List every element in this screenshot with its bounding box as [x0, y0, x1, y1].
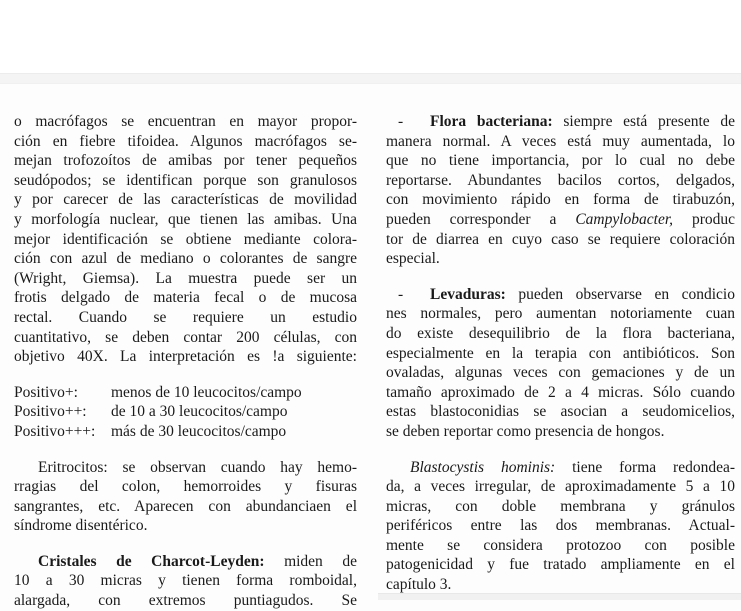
bottom-scan-strip [378, 593, 741, 600]
text-line [14, 458, 357, 478]
text-segment: tamaño aproximado de 2 a 4 micras. Sólo cuando [386, 383, 735, 401]
text-line [14, 422, 357, 442]
text-segment: pueden observarse en condicio [505, 285, 735, 303]
text-line [14, 249, 357, 269]
text-line [14, 151, 357, 171]
text-segment: con movimiento rápido en forma de tirabuzón, [386, 191, 735, 209]
text-line [14, 402, 357, 422]
text-segment: mejan trofozoítos de amibas por tener pequeños [14, 152, 357, 170]
text-segment: y morfología nuclear, que tienen las amibas. Una [14, 210, 357, 228]
text-segment: objetivo 40X. La interpretación es !a siguiente: [14, 348, 357, 366]
scan-separator-band [0, 73, 741, 84]
text-segment: y por carecer de las características de movilidad [14, 191, 357, 209]
text-segment: produc [673, 210, 736, 228]
text-segment: periféricos entre las dos membranas. Actual- [386, 517, 735, 535]
text-line [14, 308, 357, 328]
text-line [386, 344, 735, 364]
text-segment: rectal. Cuando se requiere un estudio [14, 308, 357, 326]
text-segment: patogenicidad y fue tratado ampliamente en el [386, 556, 735, 574]
text-line [14, 571, 357, 591]
text-segment: nes normales, pero aumentan notoriamente cuan [386, 305, 735, 323]
text-segment: Campylobacter, [575, 210, 674, 228]
text-line [386, 171, 735, 191]
text-segment: siempre está presente de [552, 113, 736, 130]
grade-label: Positivo+: [14, 383, 78, 401]
text-line [386, 458, 735, 478]
text-line [386, 190, 735, 210]
page-top-margin [0, 0, 741, 73]
text-segment: tiene forma redondea- [555, 458, 735, 476]
text-segment: se deben reportar como presencia de hongos. [386, 422, 665, 440]
text-segment: cuantitativo, se deben contar 200 células, con [14, 328, 357, 346]
text-line [14, 132, 357, 152]
text-line [386, 363, 735, 383]
text-line [386, 151, 735, 171]
text-line [14, 112, 357, 132]
text-line [386, 536, 735, 556]
text-segment: Eritrocitos: se observan cuando hay hemo- [38, 458, 357, 476]
text-segment: micras, con doble membrana y gránulos [386, 497, 735, 515]
text-segment: sangrantes, etc. Aparecen con abundanciaen el [14, 497, 357, 515]
text-segment: Flora bacteriana: [430, 113, 553, 130]
list-dash: - [398, 285, 404, 303]
text-segment: ción en fiebre tifoidea. Algunos macrófagos se- [14, 132, 357, 150]
text-line [386, 112, 735, 132]
text-segment: Cristales de Charcot-Leyden: [38, 552, 265, 570]
text-line [14, 383, 357, 403]
text-segment: manera normal. A veces está muy aumentada, lo [386, 132, 735, 150]
text-line [386, 249, 735, 269]
text-line [14, 477, 357, 497]
text-line [14, 288, 357, 308]
text-line [386, 304, 735, 324]
text-line [14, 328, 357, 348]
text-line [386, 383, 735, 403]
text-segment: tor de diarrea en cuyo caso se requiere coloración [386, 230, 735, 248]
text-segment: capítulo 3. [386, 576, 452, 594]
text-segment: o macrófagos se encuentran en mayor propor- [14, 113, 357, 130]
text-line [386, 210, 735, 230]
grade-value: más de 30 leucocitos/campo [111, 422, 287, 440]
text-line [386, 285, 735, 305]
grade-label: Positivo+++: [14, 422, 96, 440]
text-segment: da, a veces irregular, de aproximadamente 5 a 10 [386, 478, 735, 496]
text-segment: pueden corresponder a [386, 210, 576, 228]
text-segment: miden de [264, 552, 357, 570]
text-line [386, 555, 735, 575]
text-segment: especial. [386, 250, 440, 268]
text-line [386, 497, 735, 517]
text-segment: especialmente en la terapia con antibióticos. Son [386, 344, 735, 362]
text-line [14, 210, 357, 230]
text-segment: seudópodos; se identifican porque son granulosos [14, 171, 357, 189]
text-segment: mente se considera protozoo con posible [386, 536, 735, 554]
text-line [386, 422, 735, 442]
text-segment: ción con azul de mediano o colorantes de sangre [14, 250, 357, 268]
grade-value: de 10 a 30 leucocitos/campo [111, 403, 288, 421]
text-segment: Levaduras: [430, 285, 506, 303]
text-line [386, 132, 735, 152]
left-text-column [14, 112, 357, 610]
text-line [14, 230, 357, 250]
right-text-column [386, 112, 735, 600]
text-segment: síndrome disentérico. [14, 517, 148, 535]
text-line [386, 230, 735, 250]
text-line [14, 269, 357, 289]
text-line [14, 552, 357, 572]
text-segment: frotis delgado de materia fecal o de mucosa [14, 289, 357, 307]
text-segment: (Wright, Giemsa). La muestra puede ser un [14, 269, 357, 287]
text-line [386, 402, 735, 422]
text-line [386, 324, 735, 344]
text-line [14, 190, 357, 210]
list-dash: - [398, 113, 404, 130]
text-segment: rragias del colon, hemorroides y fisuras [14, 478, 357, 496]
text-line [14, 516, 357, 536]
text-segment: 10 a 30 micras y tienen forma romboidal, [14, 572, 357, 590]
text-line [386, 575, 735, 595]
text-segment: alargada, con extremos puntiagudos. Se [14, 592, 357, 610]
text-line [386, 516, 735, 536]
text-segment: estas blastoconidias se asocian a seudomicelios, [386, 403, 735, 421]
text-segment: Blastocystis hominis: [410, 458, 556, 476]
grade-value: menos de 10 leucocitos/campo [111, 383, 302, 401]
grade-label: Positivo++: [14, 403, 87, 421]
text-line [14, 347, 357, 367]
text-segment: ovaladas, algunas veces con gemaciones y de un [386, 364, 735, 382]
text-line [14, 497, 357, 517]
text-segment: do existe desequilibrio de la flora bacteriana, [386, 324, 735, 342]
text-line [386, 477, 735, 497]
text-segment: mejor identificación se obtiene mediante colora- [14, 230, 357, 248]
text-segment: reportarse. Abundantes bacilos cortos, delgados, [386, 171, 735, 189]
text-segment: que no tiene importancia, por lo cual no debe [386, 152, 735, 170]
text-line [14, 591, 357, 611]
text-line [14, 171, 357, 191]
